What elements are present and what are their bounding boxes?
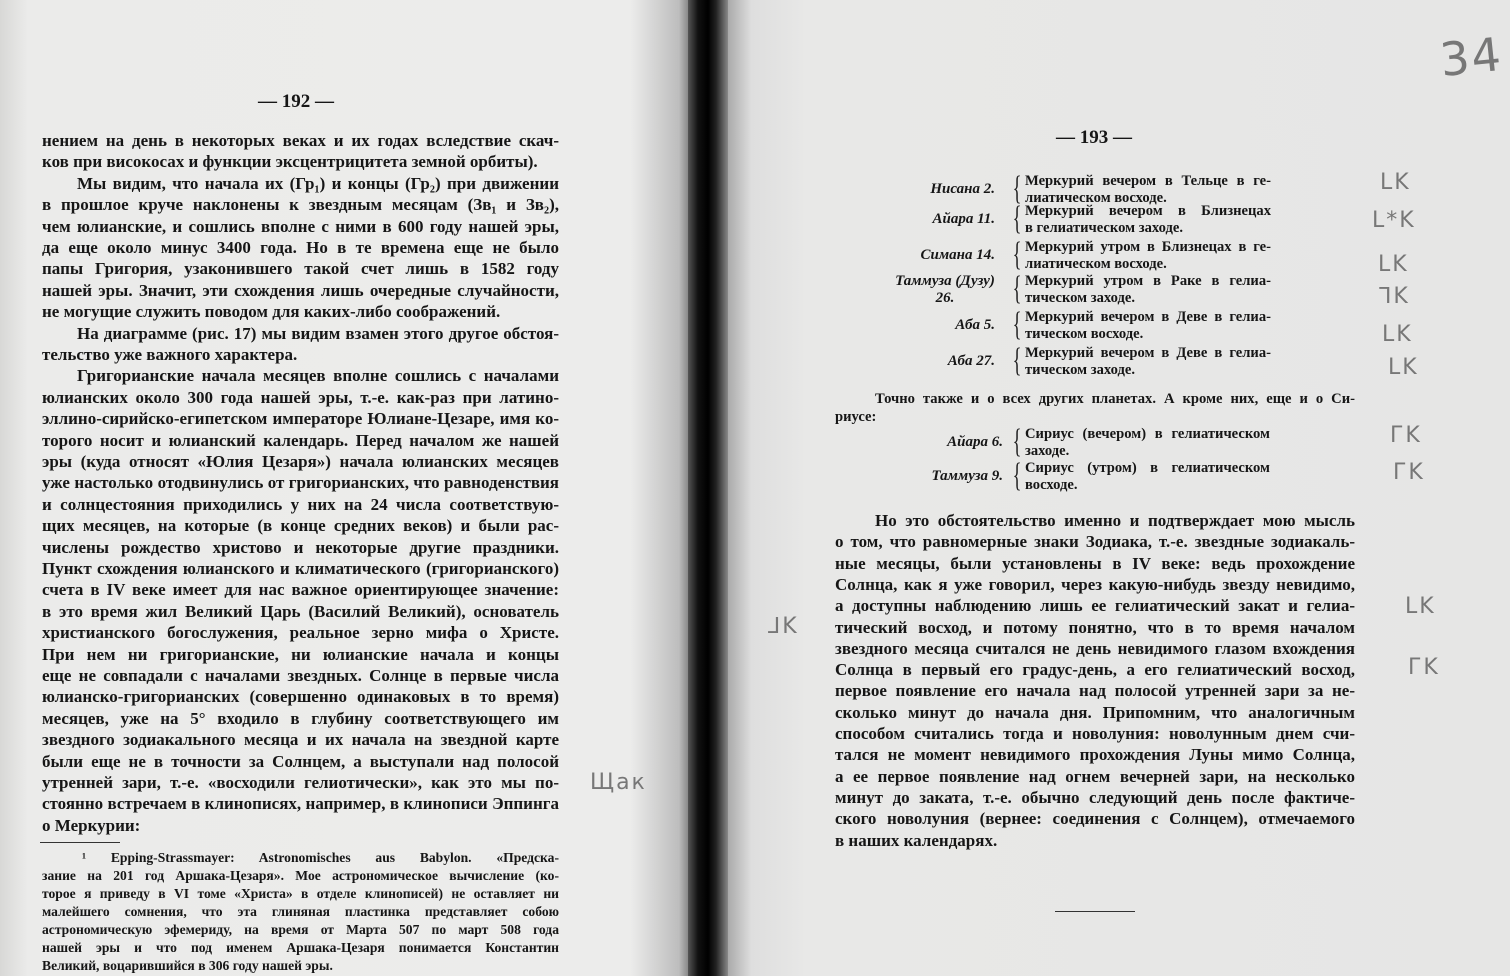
text-line: месяцев, уже на 5° входило в глубину соответствующего им <box>42 708 559 728</box>
margin-mark: LK <box>1378 252 1409 277</box>
entry-line: тическом восходе. <box>1025 326 1144 342</box>
entry-line: тическом заходе. <box>1025 290 1136 306</box>
entry-date: Симана 14. <box>920 247 995 263</box>
margin-mark: ⅃K <box>768 614 799 639</box>
text-line: Солнца, как я уже говорил, через какую-нибудь звезду невидимо, <box>835 574 1355 594</box>
margin-mark: LK <box>1388 355 1419 380</box>
text-line: щих месяцев, на которые (в конце средних веков) и были рас- <box>42 516 559 536</box>
text-line: да еще около минус 3400 года. Но в те времена еще не было <box>42 238 559 257</box>
text-line: эллино-сирийско-египетском императоре Юлиане-Цезаре, имя ко- <box>42 409 559 429</box>
text-line: Мы видим, что начала их (Гр₁) и концы (Гр₂) при движении <box>77 173 559 193</box>
text-line: не могущие служить поводом для каких-либо соображений. <box>42 302 501 322</box>
text-line: о Меркурии: <box>42 815 141 835</box>
entry-line: Меркурий утром в Близнецах в ге- <box>1025 239 1271 255</box>
text-line: способом считались тогда и новолуния: новолунным днем счи- <box>835 724 1355 743</box>
entry-date: Айара 6. <box>947 434 1003 450</box>
page-number: — 192 — <box>258 91 334 112</box>
margin-mark: L*K <box>1372 208 1416 233</box>
text-line: юлианско-григорианских (совершенно одинаковых в то время) <box>42 687 559 707</box>
margin-mark: LK <box>1405 594 1436 619</box>
footnote-line: ¹ Epping-Strassmayer: Astronomisches aus Babylon. «Предска- <box>82 850 559 865</box>
brace-icon: { <box>1012 306 1022 343</box>
text-line: были еще не в точности за Солнцем, а выступали над полосой <box>42 751 559 771</box>
text-line: При нем ни григорианские, ни юлианские начала и концы <box>42 644 559 664</box>
text-line: нением на день в некоторых веках и их годах вследствие скач- <box>42 131 559 150</box>
text-line: ского новолуния (вернее: соединения с Солнцем), отмечаемого <box>835 809 1355 829</box>
text-line: в прошлое круче наклонены к звездным месяцам (Зв₁ и Зв₂), <box>42 195 559 215</box>
brace-icon: { <box>1012 200 1022 237</box>
footnote-rule <box>40 842 120 843</box>
brace-icon: { <box>1012 342 1022 379</box>
entry-line: тическом заходе. <box>1025 362 1136 378</box>
text-line: Но это обстоятельство именно и подтверждает мою мысль <box>875 511 1355 530</box>
text-line: и солнцестояния приходились у них на 24 числа соответствую- <box>42 494 559 514</box>
text-line: юлианских около 300 года нашей эры, т.-е. как-раз при латино- <box>42 387 559 407</box>
entry-line: восходе. <box>1025 477 1078 493</box>
text-line: эры (куда относят «Юлия Цезаря») начала юлианских месяцев <box>42 452 559 471</box>
footnote-line: торое я приведу в VI томе «Христа» в отделе клинописей) не оставляет ни <box>42 886 559 901</box>
right-page <box>728 0 1510 976</box>
left-page <box>0 0 700 976</box>
entry-line: Меркурий вечером в Деве в гелиа- <box>1025 345 1271 361</box>
entry-line: Меркурий вечером в Близнецах <box>1025 203 1271 219</box>
margin-mark: ᒣK <box>1378 284 1410 309</box>
end-rule <box>1055 911 1135 912</box>
text-line: а ее первое появление над огнем вечерней зари, на несколько <box>835 766 1355 786</box>
brace-icon: { <box>1012 457 1022 494</box>
entry-line: Меркурий вечером в Деве в гелиа- <box>1025 309 1271 325</box>
page-number: — 193 — <box>1056 127 1132 148</box>
text-line: папы Григория, узаконившего такой счет лишь в 1582 году <box>42 259 559 279</box>
text-line: ные месяцы, были установлены в IV веке: ведь прохождение <box>835 553 1355 573</box>
margin-mark: LK <box>1380 170 1411 195</box>
book-spine <box>688 0 728 976</box>
text-line: в это время жил Великий Царь (Василий Великий), основатель <box>42 601 559 621</box>
entry-date: Нисана 2. <box>930 181 995 197</box>
text-line: Григорианские начала месяцев вполне сошлись с началами <box>77 366 559 386</box>
entry-line: лиатическом восходе. <box>1025 190 1167 206</box>
text-line: уже настолько отодвинулись от григорианских, что равноденствия <box>42 473 559 493</box>
text-line: звездного зодиакального месяца и их начала на звездной карте <box>42 730 559 750</box>
text-line: звездного месяца считался не день невидимого глазом вхождения <box>835 638 1355 658</box>
footnote-line: Великий, воцарившийся в 306 году нашей эры. <box>42 958 333 973</box>
entry-line: Сириус (вечером) в гелиатическом <box>1025 426 1270 442</box>
entry-line: в гелиатическом заходе. <box>1025 220 1184 236</box>
margin-mark: LK <box>1382 322 1413 347</box>
margin-mark: ГK <box>1408 655 1440 680</box>
brace-icon: { <box>1012 170 1022 207</box>
text-line: ков при високосах и функции эксцентрицитета земной орбиты). <box>42 152 538 172</box>
entry-date: Таммуза (Дузу) 26. <box>895 273 995 306</box>
margin-mark: ГK <box>1393 460 1425 485</box>
text-line: Точно также и о всех других планетах. А кроме них, еще и о Си- <box>875 391 1355 407</box>
text-line: нашей эры. Значит, эти схождения лишь очередные случайности, <box>42 280 559 300</box>
text-line: христианского богослужения, реальное зерно мифа о Христе. <box>42 623 559 643</box>
text-line: сколько минут до начала дня. Припомним, что аналогичным <box>835 702 1355 722</box>
text-line: в наших календарях. <box>835 830 998 850</box>
footnote-line: нашей эры и что под именем Аршака-Цезаря понимается Константин <box>42 940 559 955</box>
brace-icon: { <box>1012 236 1022 273</box>
footnote-line: зание на 201 год Аршака-Цезаря». Мое астрономическое вычисление (ко- <box>42 868 559 883</box>
entry-line: лиатическом восходе. <box>1025 256 1167 272</box>
brace-icon: { <box>1012 270 1022 307</box>
text-line: еще не совпадали с началами звездных. Солнце в первые числа <box>42 666 559 685</box>
folio-number: 34 <box>1437 26 1506 88</box>
entry-line: заходе. <box>1025 443 1070 459</box>
text-line: На диаграмме (рис. 17) мы видим взамен этого другое обстоя- <box>77 323 559 343</box>
entry-date: Айара 11. <box>932 211 995 227</box>
margin-mark: ГK <box>1390 423 1422 448</box>
entry-line: Сириус (утром) в гелиатическом <box>1025 460 1270 476</box>
text-line: а доступны наблюдению лишь ее гелиатический закат и гелиа- <box>835 596 1355 616</box>
text-line: о том, что равномерные знаки Зодиака, т.-е. звездные зодиакаль- <box>835 532 1355 552</box>
entry-date: Аба 27. <box>947 353 995 369</box>
text-line: счета в IV веке имеет для нас важное ориентирующее значение: <box>42 580 559 600</box>
text-line: минут до заката, т.-е. обычно следующий день после фактиче- <box>835 787 1355 807</box>
text-line: тельство уже важного характера. <box>42 345 298 364</box>
text-line: утренней зари, т.-е. «восходили гелиотически», как это мы по- <box>42 773 559 792</box>
text-line: Солнца в первый его градус-день, а его гелиатический восход, <box>835 660 1355 680</box>
footnote-line: малейшего сомнения, что эта глиняная пластинка представляет собою <box>42 904 559 919</box>
text-line: стоянно встречаем в клинописях, например, в клинописи Эппинга <box>42 794 559 814</box>
text-line: первое появление его начала над полосой утренней зари за не- <box>835 681 1355 701</box>
entry-line: Меркурий вечером в Тельце в ге- <box>1025 173 1271 189</box>
entry-date: Таммуза 9. <box>931 468 1003 484</box>
text-line: торого носит и юлианский календарь. Перед началом же нашей <box>42 430 559 450</box>
text-line: риусе: <box>835 409 877 425</box>
brace-icon: { <box>1012 423 1022 460</box>
text-line: числены рождество христово и некоторые другие праздники. <box>42 537 559 557</box>
text-line: чем юлианские, и сошлись вполне с ними в 600 году нашей эры, <box>42 216 559 236</box>
margin-mark: Щак <box>590 770 647 795</box>
entry-line: Меркурий утром в Раке в гелиа- <box>1025 273 1271 289</box>
text-line: Пункт схождения юлианского и климатического (григорианского) <box>42 559 559 578</box>
text-line: тический восход, и потому понятно, что в то время началом <box>835 617 1355 637</box>
entry-date: Аба 5. <box>955 317 995 333</box>
text-line: тался не момент невидимого прохождения Луны мимо Солнца, <box>835 745 1355 765</box>
footnote-line: астрономическую эфемериду, на время от Марта 507 по март 508 года <box>42 922 559 937</box>
